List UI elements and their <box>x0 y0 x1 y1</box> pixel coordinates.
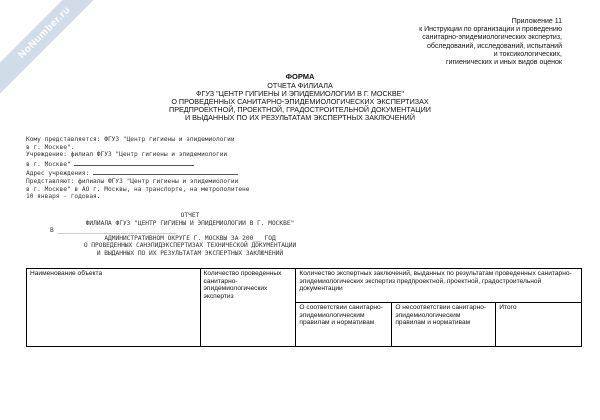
appendix-line: обследований, исследований, испытаний <box>427 42 562 50</box>
report-line: ОТЧЕТ <box>180 212 200 219</box>
field-line <box>26 159 296 169</box>
fill-in-line <box>93 168 238 175</box>
report-heading <box>80 82 520 122</box>
report-line: ФИЛИАЛА ФГУЗ "ЦЕНТР ГИГИЕНЫ И ЭПИДЕМИОЛОГИИ В Г. МОСКВЕ" <box>85 219 295 227</box>
heading-line: И ВЫДАННЫХ ПО ИХ РЕЗУЛЬТАТАМ ЭКСПЕРТНЫХ ЗАКЛЮЧЕНИЙ <box>184 113 416 122</box>
field-line: в г. Москве" в АО г. Москвы, на транспорте, на метрополитене <box>26 185 250 193</box>
form-title: ФОРМА <box>285 72 315 81</box>
report-line: В ________________________________ <box>50 227 177 235</box>
heading-line: ФГУЗ "ЦЕНТР ГИГИЕНЫ И ЭПИДЕМИОЛОГИИ В Г. МОСКВЕ" <box>195 89 404 98</box>
report-line: И ВЫДАННЫХ ПО ИХ РЕЗУЛЬТАТАМ ЭКСПЕРТНЫХ ЗАКЛЮЧЕНИЙ <box>96 249 284 257</box>
header-object-name: Наименование объекта <box>27 269 201 347</box>
header-expertise-count: Количество проведенных санитарно-эпидемиологических экспертиз <box>200 269 296 347</box>
fill-in-line <box>74 159 194 166</box>
watermark-ribbon: NoNumber.ru <box>0 0 113 101</box>
report-line: О ПРОВЕДЕННЫХ САНЭПИДЭКСПЕРТИЗАХ ТЕХНИЧЕСКОЙ ДОКУМЕНТАЦИИ <box>83 242 297 250</box>
field-line: Учреждение: филиал ФГУЗ "Центр гигиены и эпидемиологии <box>26 151 228 159</box>
field-line: Кому представляется: ФГУЗ "Центр гигиены и эпидемиологии <box>26 136 235 143</box>
field-line <box>26 168 296 178</box>
expertise-table <box>26 268 582 347</box>
appendix-line: санитарно-эпидемиологических экспертиз, <box>422 34 562 42</box>
appendix-line: к Инструкции по организации и проведению <box>419 26 562 34</box>
subheader-total: Итого <box>496 303 582 347</box>
field-line: Представляют: филиалы ФГУЗ "Центр гигиены и эпидемиологии <box>26 177 239 185</box>
subheader-noncompliance: О несоответствии санитарно-эпидемиологическим правилам и нормативам <box>392 303 496 347</box>
heading-line: О ПРОВЕДЕННЫХ САНИТАРНО-ЭПИДЕМИОЛОГИЧЕСКИХ ЭКСПЕРТИЗАХ <box>171 97 429 106</box>
appendix-line: и токсикологических, <box>493 50 562 58</box>
field-text: Адрес учреждения: <box>26 170 90 178</box>
heading-line: ПРЕДПРОЕКТНОЙ, ПРОЕКТНОЙ, ГРАДОСТРОИТЕЛЬНОЙ ДОКУМЕНТАЦИИ <box>169 105 431 114</box>
heading-line: ОТЧЕТА ФИЛИАЛА <box>267 81 333 90</box>
recipient-fields <box>26 136 296 201</box>
appendix-line: Приложение 11 <box>511 18 562 25</box>
appendix-note <box>302 18 562 67</box>
report-block <box>40 212 340 258</box>
appendix-line: гигиенических и иных видов оценок <box>446 59 562 67</box>
header-conclusions-count: Количество экспертных заключений, выданных по результатам проведенных санитарно-эпидемиологических экспертиз предпроектной, проектной, градостроительной документации <box>296 269 582 303</box>
field-line: в г. Москве". <box>26 143 75 151</box>
subheader-compliance: О соответствии санитарно-эпидемиологическим правилам и нормативам <box>296 303 392 347</box>
field-text: в г. Москве" <box>26 160 71 168</box>
report-line: АДМИНИСТРАТИВНОМ ОКРУГЕ Г. МОСКВЫ ЗА 200__ ГОД <box>104 234 276 242</box>
field-line: 10 января - годовая. <box>26 193 101 201</box>
